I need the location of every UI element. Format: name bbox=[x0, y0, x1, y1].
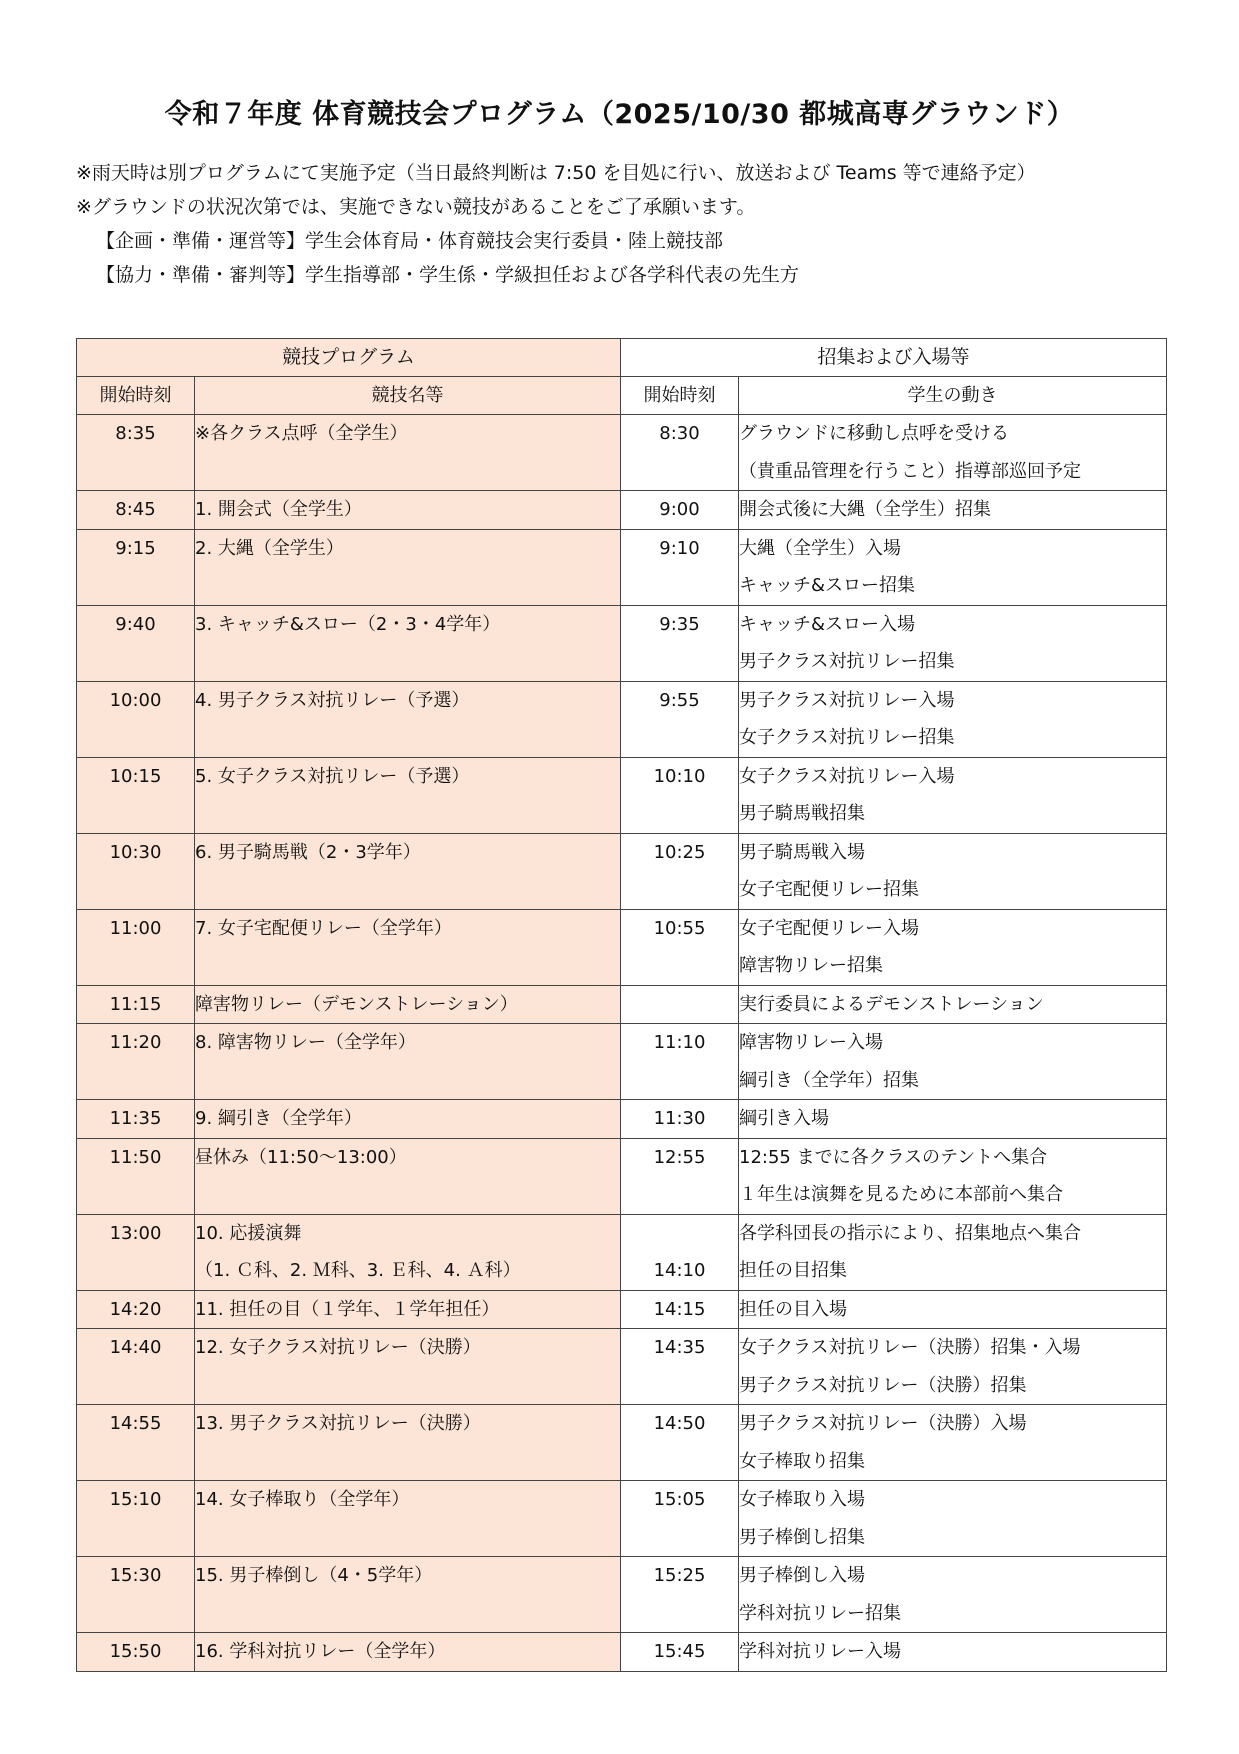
event-cell bbox=[195, 1329, 621, 1405]
event-cell bbox=[195, 833, 621, 909]
event-cell bbox=[195, 1138, 621, 1214]
start-time: 11:20 bbox=[109, 1032, 162, 1053]
student-action-cell bbox=[739, 833, 1167, 909]
event-cell bbox=[195, 1100, 621, 1139]
event-name: 12. 女子クラス対抗リレー（決勝） bbox=[195, 1337, 481, 1358]
event-name: 昼休み（11:50～13:00） bbox=[195, 1146, 407, 1168]
start-time-cell bbox=[77, 909, 195, 985]
call-time-cell bbox=[621, 1329, 739, 1405]
start-time: 11:00 bbox=[109, 917, 162, 939]
event-cell bbox=[195, 1214, 621, 1290]
note-cooperators: 【協力・準備・審判等】学生指導部・学生係・学級担任および各学科代表の先生方 bbox=[96, 264, 800, 286]
start-time-cell bbox=[77, 605, 195, 681]
start-time-cell bbox=[77, 1405, 195, 1481]
event-cell bbox=[195, 605, 621, 681]
student-action: 男子棒倒し入場 bbox=[739, 1565, 865, 1586]
student-action-second: １年生は演舞を見るために本部前へ集合 bbox=[739, 1184, 1063, 1205]
call-time-second bbox=[621, 1443, 738, 1481]
call-time-second bbox=[621, 567, 738, 605]
student-action: 担任の目入場 bbox=[739, 1298, 847, 1320]
call-time-second bbox=[621, 795, 738, 833]
start-time-cell bbox=[77, 1024, 195, 1100]
call-time-cell bbox=[621, 415, 739, 491]
student-action: 学科対抗リレー入場 bbox=[739, 1641, 901, 1662]
table-row bbox=[77, 1405, 1167, 1481]
table-row bbox=[77, 605, 1167, 681]
group-header-call: 招集および入場等 bbox=[621, 339, 1167, 377]
event-name: 11. 担任の目（１学年、１学年担任） bbox=[195, 1298, 500, 1320]
table-row bbox=[77, 1481, 1167, 1557]
start-time: 10:00 bbox=[109, 689, 162, 711]
start-time-cell bbox=[77, 1100, 195, 1139]
table-row bbox=[77, 1290, 1167, 1329]
page-title: 令和７年度 体育競技会プログラム（2025/10/30 都城高専グラウンド） bbox=[164, 99, 1075, 130]
student-action-second: 障害物リレー招集 bbox=[739, 955, 883, 976]
start-time: 9:15 bbox=[115, 537, 156, 559]
table-row bbox=[77, 985, 1167, 1024]
call-time-second bbox=[621, 947, 738, 985]
event-name: 2. 大縄（全学生） bbox=[195, 537, 344, 559]
column-header-student-action: 学生の動き bbox=[739, 377, 1167, 415]
call-time: 12:55 bbox=[653, 1146, 706, 1168]
call-time: 9:00 bbox=[659, 499, 700, 520]
call-time-second bbox=[621, 1367, 738, 1405]
table-row bbox=[77, 529, 1167, 605]
call-time-cell bbox=[621, 985, 739, 1024]
call-time: 9:55 bbox=[659, 689, 700, 711]
student-action-cell bbox=[739, 529, 1167, 605]
start-time: 14:40 bbox=[109, 1337, 162, 1358]
event-detail bbox=[195, 947, 620, 985]
call-time: 10:55 bbox=[653, 917, 706, 939]
event-name: 13. 男子クラス対抗リレー（決勝） bbox=[195, 1413, 481, 1434]
student-action-cell bbox=[739, 681, 1167, 757]
call-time-cell bbox=[621, 833, 739, 909]
student-action: 男子クラス対抗リレー（決勝）入場 bbox=[739, 1413, 1027, 1434]
student-action-second: 学科対抗リレー招集 bbox=[739, 1602, 901, 1624]
student-action: 綱引き入場 bbox=[739, 1108, 829, 1129]
student-action-second: 綱引き（全学年）招集 bbox=[739, 1069, 919, 1091]
start-time: 14:55 bbox=[109, 1413, 162, 1434]
student-action-cell bbox=[739, 909, 1167, 985]
student-action: 男子クラス対抗リレー入場 bbox=[739, 689, 955, 711]
start-time: 8:45 bbox=[115, 499, 156, 520]
event-name: 6. 男子騎馬戦（2・3学年） bbox=[195, 841, 421, 863]
student-action-cell bbox=[739, 1290, 1167, 1329]
start-time-cell bbox=[77, 415, 195, 491]
call-time: 15:05 bbox=[653, 1489, 706, 1510]
student-action-cell bbox=[739, 1405, 1167, 1481]
table-row bbox=[77, 1138, 1167, 1214]
event-detail bbox=[195, 719, 620, 757]
event-name: 5. 女子クラス対抗リレー（予選） bbox=[195, 765, 470, 787]
student-action: 女子宅配便リレー入場 bbox=[739, 917, 919, 939]
student-action: 障害物リレー入場 bbox=[739, 1032, 883, 1053]
column-header-start-time: 開始時刻 bbox=[77, 377, 195, 415]
call-time: 11:10 bbox=[653, 1032, 706, 1053]
student-action-cell bbox=[739, 757, 1167, 833]
call-time: 14:15 bbox=[653, 1298, 706, 1320]
start-time: 11:35 bbox=[109, 1108, 162, 1129]
call-time-cell bbox=[621, 1024, 739, 1100]
group-header-program: 競技プログラム bbox=[77, 339, 621, 377]
call-time: 14:50 bbox=[653, 1413, 706, 1434]
student-action-second: （貴重品管理を行うこと）指導部巡回予定 bbox=[739, 460, 1081, 482]
program-table bbox=[76, 338, 1167, 1672]
event-detail bbox=[195, 1443, 620, 1481]
call-time-second bbox=[621, 643, 738, 681]
student-action-cell bbox=[739, 1138, 1167, 1214]
event-name: 8. 障害物リレー（全学年） bbox=[195, 1032, 416, 1053]
event-name: 3. キャッチ&スロー（2・3・4学年） bbox=[195, 613, 501, 635]
student-action-cell bbox=[739, 1024, 1167, 1100]
student-action-second: 女子クラス対抗リレー招集 bbox=[739, 727, 955, 748]
event-cell bbox=[195, 681, 621, 757]
call-time-cell bbox=[621, 1138, 739, 1214]
start-time-cell bbox=[77, 1481, 195, 1557]
note-rain: ※雨天時は別プログラムにて実施予定（当日最終判断は 7:50 を目処に行い、放送および Teams 等で連絡予定） bbox=[76, 162, 1036, 184]
start-time-cell bbox=[77, 1633, 195, 1672]
start-time: 13:00 bbox=[109, 1222, 162, 1244]
table-row bbox=[77, 909, 1167, 985]
call-time-cell bbox=[621, 605, 739, 681]
call-time-cell bbox=[621, 1214, 739, 1290]
start-time: 9:40 bbox=[115, 613, 156, 635]
event-detail bbox=[195, 643, 620, 681]
event-cell bbox=[195, 757, 621, 833]
call-time: 15:45 bbox=[653, 1641, 706, 1662]
student-action-cell bbox=[739, 1481, 1167, 1557]
call-time-cell bbox=[621, 491, 739, 530]
call-time: 14:35 bbox=[653, 1337, 706, 1358]
table-row bbox=[77, 1329, 1167, 1405]
student-action: 男子騎馬戦入場 bbox=[739, 841, 865, 863]
call-time-second bbox=[621, 1176, 738, 1214]
call-time-second bbox=[621, 871, 738, 909]
student-action-second: 男子騎馬戦招集 bbox=[739, 803, 865, 824]
student-action: 大縄（全学生）入場 bbox=[739, 537, 901, 559]
event-detail bbox=[195, 567, 620, 605]
table-row bbox=[77, 1024, 1167, 1100]
call-time-cell bbox=[621, 1557, 739, 1633]
student-action-second: 男子クラス対抗リレー（決勝）招集 bbox=[739, 1374, 1027, 1396]
event-detail bbox=[195, 795, 620, 833]
call-time: 10:10 bbox=[653, 765, 706, 787]
student-action-cell bbox=[739, 415, 1167, 491]
start-time: 14:20 bbox=[109, 1298, 162, 1320]
student-action: 各学科団長の指示により、招集地点へ集合 bbox=[739, 1222, 1081, 1244]
start-time: 11:15 bbox=[109, 993, 162, 1015]
student-action: 女子棒取り入場 bbox=[739, 1489, 865, 1510]
student-action-cell bbox=[739, 1100, 1167, 1139]
call-time-cell bbox=[621, 1633, 739, 1672]
event-detail bbox=[195, 1176, 620, 1214]
student-action-second: キャッチ&スロー招集 bbox=[739, 575, 916, 596]
event-name: ※各クラス点呼（全学生） bbox=[195, 423, 408, 444]
start-time: 15:10 bbox=[109, 1489, 162, 1510]
event-cell bbox=[195, 415, 621, 491]
student-action-second: 担任の目招集 bbox=[739, 1260, 847, 1281]
table-row bbox=[77, 1633, 1167, 1672]
student-action-cell bbox=[739, 1557, 1167, 1633]
note-ground: ※グラウンドの状況次第では、実施できない競技があることをご了承願います。 bbox=[76, 196, 756, 218]
event-cell bbox=[195, 1633, 621, 1672]
call-time-cell bbox=[621, 1481, 739, 1557]
event-name: 1. 開会式（全学生） bbox=[195, 499, 362, 520]
event-detail bbox=[195, 1595, 620, 1633]
student-action: キャッチ&スロー入場 bbox=[739, 613, 916, 635]
event-cell bbox=[195, 529, 621, 605]
event-detail bbox=[195, 1519, 620, 1557]
start-time-cell bbox=[77, 833, 195, 909]
call-time: 9:35 bbox=[659, 613, 700, 635]
start-time-cell bbox=[77, 1557, 195, 1633]
event-detail bbox=[195, 1062, 620, 1100]
table-row bbox=[77, 1214, 1167, 1290]
call-time-second bbox=[621, 453, 738, 491]
student-action-second: 男子クラス対抗リレー招集 bbox=[739, 651, 955, 672]
call-time-cell bbox=[621, 1290, 739, 1329]
event-detail: （1. Ｃ科、2. Ｍ科、3. Ｅ科、4. Ａ科） bbox=[195, 1260, 521, 1281]
start-time-cell bbox=[77, 491, 195, 530]
table-row bbox=[77, 833, 1167, 909]
student-action: 女子クラス対抗リレー入場 bbox=[739, 765, 955, 787]
event-name: 14. 女子棒取り（全学年） bbox=[195, 1489, 410, 1510]
call-time-cell bbox=[621, 681, 739, 757]
call-time-cell bbox=[621, 1100, 739, 1139]
start-time: 10:30 bbox=[109, 841, 162, 863]
event-detail bbox=[195, 453, 620, 491]
call-time-cell bbox=[621, 757, 739, 833]
start-time: 10:15 bbox=[109, 765, 162, 787]
call-time-second bbox=[621, 1595, 738, 1633]
call-time-second bbox=[621, 719, 738, 757]
call-time: 10:25 bbox=[653, 841, 706, 863]
call-time-second bbox=[621, 1519, 738, 1557]
start-time: 15:30 bbox=[109, 1565, 162, 1586]
event-cell bbox=[195, 1290, 621, 1329]
start-time-cell bbox=[77, 1138, 195, 1214]
event-cell bbox=[195, 1405, 621, 1481]
start-time-cell bbox=[77, 529, 195, 605]
start-time-cell bbox=[77, 985, 195, 1024]
call-time: 8:30 bbox=[659, 423, 700, 444]
event-cell bbox=[195, 1557, 621, 1633]
column-header-call-time: 開始時刻 bbox=[621, 377, 739, 415]
student-action-cell bbox=[739, 985, 1167, 1024]
call-time: 9:10 bbox=[659, 537, 700, 559]
student-action: 開会式後に大縄（全学生）招集 bbox=[739, 499, 991, 520]
start-time-cell bbox=[77, 1290, 195, 1329]
student-action-cell bbox=[739, 1633, 1167, 1672]
event-name: 障害物リレー（デモンストレーション） bbox=[195, 993, 518, 1015]
event-name: 7. 女子宅配便リレー（全学年） bbox=[195, 917, 452, 939]
start-time: 11:50 bbox=[109, 1146, 162, 1168]
table-row bbox=[77, 491, 1167, 530]
event-name: 16. 学科対抗リレー（全学年） bbox=[195, 1641, 446, 1662]
notes bbox=[76, 156, 1036, 292]
student-action: グラウンドに移動し点呼を受ける bbox=[739, 423, 1009, 444]
student-action-cell bbox=[739, 605, 1167, 681]
student-action: 12:55 までに各クラスのテントへ集合 bbox=[739, 1146, 1048, 1168]
student-action-cell bbox=[739, 1329, 1167, 1405]
call-time bbox=[621, 986, 738, 1024]
column-header-event: 競技名等 bbox=[195, 377, 621, 415]
event-cell bbox=[195, 909, 621, 985]
event-name: 10. 応援演舞 bbox=[195, 1222, 302, 1244]
call-time-cell bbox=[621, 529, 739, 605]
call-time: 11:30 bbox=[653, 1108, 706, 1129]
start-time-cell bbox=[77, 1214, 195, 1290]
student-action-second: 女子宅配便リレー招集 bbox=[739, 879, 919, 900]
event-name: 4. 男子クラス対抗リレー（予選） bbox=[195, 689, 470, 711]
call-time-cell bbox=[621, 1405, 739, 1481]
student-action-cell bbox=[739, 1214, 1167, 1290]
event-detail bbox=[195, 871, 620, 909]
event-name: 9. 綱引き（全学年） bbox=[195, 1108, 362, 1129]
student-action-second: 女子棒取り招集 bbox=[739, 1450, 865, 1472]
event-cell bbox=[195, 1024, 621, 1100]
call-time-second: 14:10 bbox=[653, 1260, 706, 1281]
event-cell bbox=[195, 1481, 621, 1557]
call-time-cell bbox=[621, 909, 739, 985]
start-time-cell bbox=[77, 1329, 195, 1405]
student-action-second: 男子棒倒し招集 bbox=[739, 1526, 865, 1548]
table-row bbox=[77, 1557, 1167, 1633]
start-time: 15:50 bbox=[109, 1641, 162, 1662]
student-action: 実行委員によるデモンストレーション bbox=[739, 993, 1044, 1015]
note-organizers: 【企画・準備・運営等】学生会体育局・体育競技会実行委員・陸上競技部 bbox=[96, 230, 724, 252]
table-row bbox=[77, 681, 1167, 757]
call-time-second bbox=[621, 1062, 738, 1100]
start-time-cell bbox=[77, 681, 195, 757]
table-row bbox=[77, 757, 1167, 833]
call-time bbox=[621, 1215, 738, 1253]
event-cell bbox=[195, 491, 621, 530]
table-row bbox=[77, 1100, 1167, 1139]
start-time-cell bbox=[77, 757, 195, 833]
event-cell bbox=[195, 985, 621, 1024]
event-detail bbox=[195, 1367, 620, 1405]
start-time: 8:35 bbox=[115, 423, 156, 444]
student-action-cell bbox=[739, 491, 1167, 530]
call-time: 15:25 bbox=[653, 1565, 706, 1586]
event-name: 15. 男子棒倒し（4・5学年） bbox=[195, 1565, 433, 1586]
table-row bbox=[77, 415, 1167, 491]
student-action: 女子クラス対抗リレー（決勝）招集・入場 bbox=[739, 1337, 1081, 1358]
